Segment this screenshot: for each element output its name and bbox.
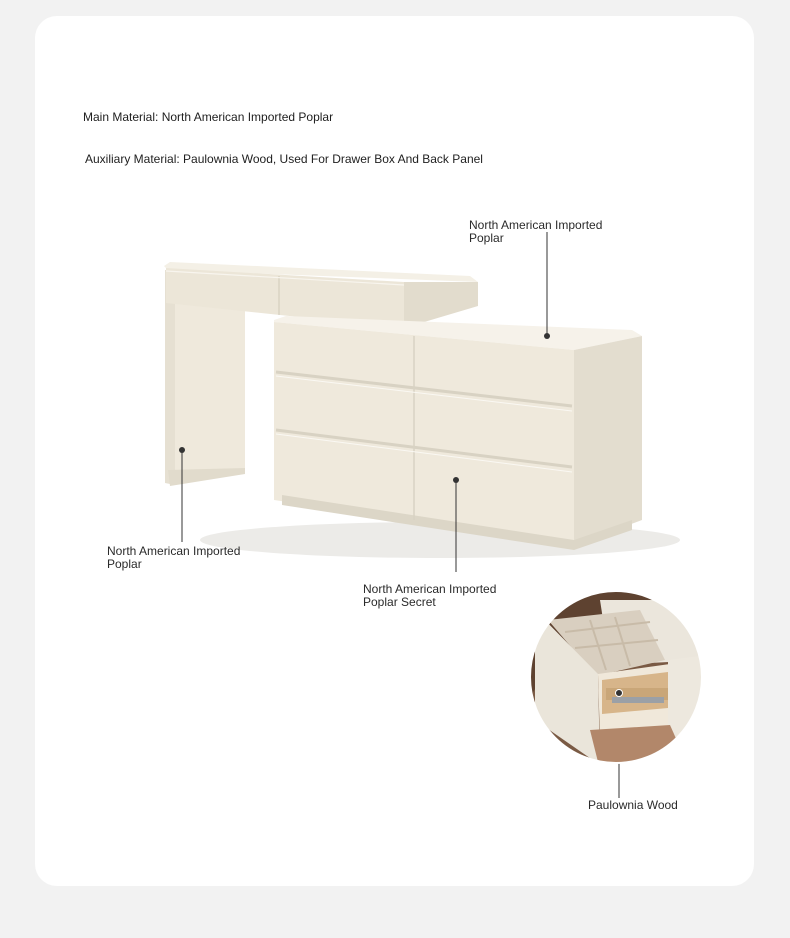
auxiliary-material-text: Auxiliary Material: Paulownia Wood, Used For Drawer Box And Back Panel	[85, 152, 483, 166]
main-material-text: Main Material: North American Imported Poplar	[83, 110, 334, 124]
dot-top-right	[544, 333, 550, 339]
callout-left-leg: North American Imported Poplar	[107, 544, 241, 571]
callout-top-right: North American Imported Poplar	[469, 218, 603, 245]
dot-left-leg	[179, 447, 185, 453]
dot-drawer-box	[616, 690, 623, 697]
dresser-body	[274, 316, 642, 550]
callout-drawer-front: North American Imported Poplar Secret	[363, 582, 497, 609]
dot-drawer-front	[453, 477, 459, 483]
callout-drawer-box: Paulownia Wood	[588, 798, 678, 812]
